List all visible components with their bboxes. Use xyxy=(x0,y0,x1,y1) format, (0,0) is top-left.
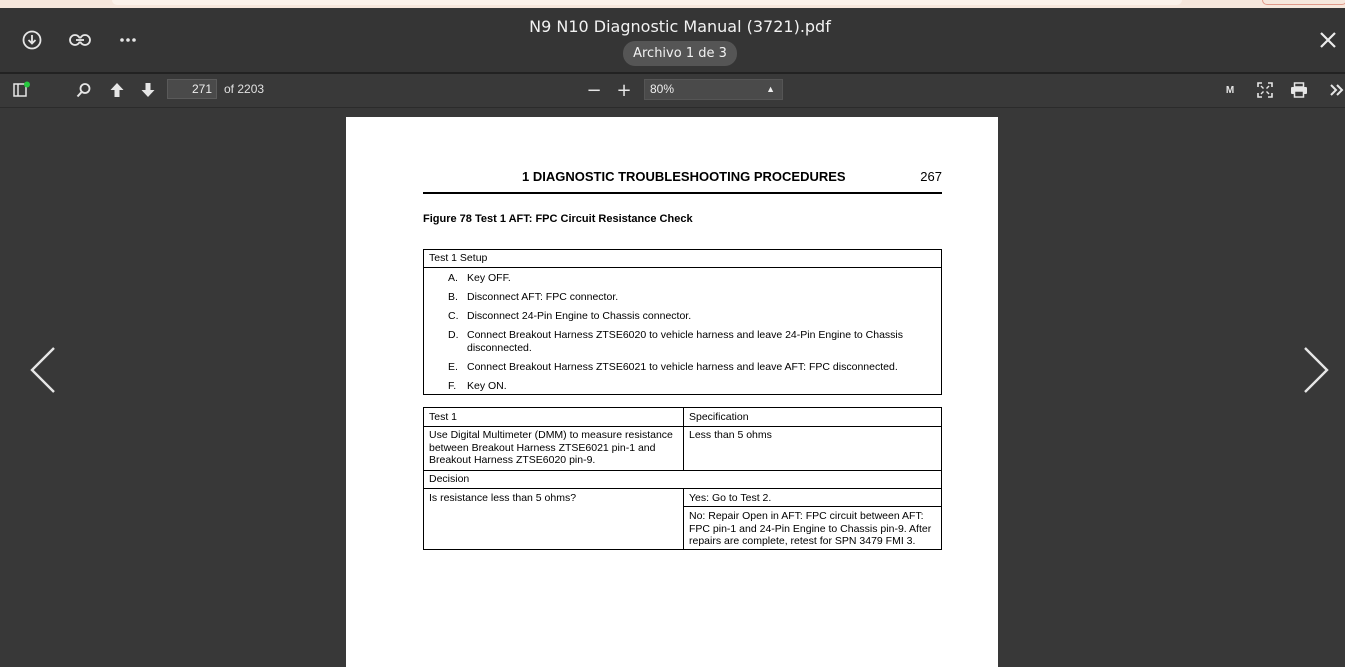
print-icon[interactable] xyxy=(1288,80,1310,100)
address-bar-edge xyxy=(112,0,1182,5)
browser-top-strip xyxy=(0,0,1345,8)
previous-page-icon[interactable] xyxy=(108,81,126,99)
close-icon[interactable] xyxy=(1316,28,1340,52)
zoom-select[interactable] xyxy=(644,79,783,100)
zoom-out-button[interactable]: − xyxy=(586,79,602,101)
specification-header: Specification xyxy=(689,411,749,423)
select-arrows-icon: ▲ xyxy=(766,84,775,94)
decision-question: Is resistance less than 5 ohms? xyxy=(429,492,577,504)
test-header: Test 1 xyxy=(429,411,458,423)
browser-button-edge xyxy=(1262,0,1345,5)
next-page-icon[interactable] xyxy=(139,81,157,99)
decision-header: Decision xyxy=(429,473,470,485)
file-counter-badge: Archivo 1 de 3 xyxy=(623,41,737,66)
sidebar-toggle-icon[interactable] xyxy=(10,80,32,100)
test-procedure: Use Digital Multimeter (DMM) to measure resistance between Breakout Harness ZTSE6021 pin-1 and Breakout Harness ZTSE6020 pin-9. xyxy=(429,429,673,466)
page-number: 267 xyxy=(920,169,942,184)
figure-title: Figure 78 Test 1 AFT: FPC Circuit Resistance Check xyxy=(423,213,693,225)
pdf-page xyxy=(346,117,998,667)
viewer-header xyxy=(0,8,1345,72)
setup-header: Test 1 Setup xyxy=(424,250,941,268)
document-title: N9 N10 Diagnostic Manual (3721).pdf xyxy=(529,17,831,36)
decision-yes: Yes: Go to Test 2. xyxy=(689,492,772,504)
zoom-value: 80% xyxy=(650,82,675,96)
page-total-label: of 2203 xyxy=(224,82,265,96)
page-number-input[interactable]: 271 xyxy=(167,79,217,99)
zoom-in-button[interactable]: + xyxy=(616,79,632,101)
next-file-arrow-icon[interactable] xyxy=(1301,344,1331,400)
pdf-toolbar xyxy=(0,74,1345,108)
presentation-m-button[interactable]: M xyxy=(1225,84,1235,96)
search-icon[interactable] xyxy=(75,81,93,99)
setup-table: Test 1 Setup A. Key OFF. B. Disconnect AFT: FPC connector. C. Disconnect 24-Pin Engine to Chassis connector. D. Connect Breakout Harness ZTSE6020 to vehicle harness and leave 24-Pin Engine to Chassis disconnected. E. Connect Breakout Harness ZTSE6021 to vehicle harness and leave AFT: FPC disconnected. F. Key ON. xyxy=(423,249,942,395)
previous-file-arrow-icon[interactable] xyxy=(28,344,58,400)
page-header xyxy=(423,168,942,194)
fullscreen-icon[interactable] xyxy=(1255,80,1275,100)
section-title: 1 DIAGNOSTIC TROUBLESHOOTING PROCEDURES xyxy=(522,169,846,184)
more-tools-icon[interactable] xyxy=(1329,81,1345,99)
test-specification: Less than 5 ohms xyxy=(689,429,772,441)
decision-no: No: Repair Open in AFT: FPC circuit between AFT: FPC pin-1 and 24-Pin Engine to Chassis pin-9. After repairs are complete, retest for SPN 3479 FMI 3. xyxy=(689,510,932,547)
test-table xyxy=(423,407,942,550)
